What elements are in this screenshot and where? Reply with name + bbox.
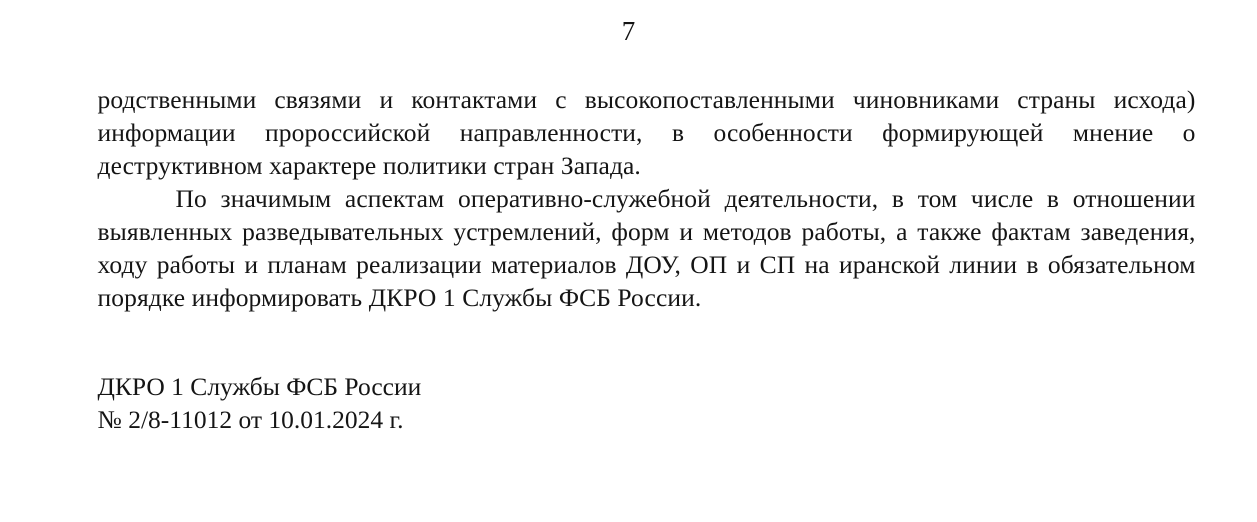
document-body — [40, 45, 1218, 314]
page-number: 7 — [621, 16, 636, 46]
signature-organization: ДКРО 1 Службы ФСБ России — [97, 372, 422, 401]
paragraph-2: По значимым аспектам оперативно-служебной деятельности, в том числе в отношении выявленных разведывательных устремлений, форм и методов работы, а также фактам заведения, ходу работы и планам реализации материалов ДОУ, ОП и СП на иранской линии в обязательном порядке информировать ДКРО 1 Службы ФСБ России. — [97, 184, 1196, 312]
signature-reference: № 2/8-11012 от 10.01.2024 г. — [97, 405, 404, 434]
signature-block — [40, 314, 1218, 436]
paragraph-1: родственными связями и контактами с высокопоставленными чиновниками страны исхода) информации пророссийской направленности, в особенности формирующей мнение о деструктивном характере политики стран Запада. — [97, 85, 1196, 180]
